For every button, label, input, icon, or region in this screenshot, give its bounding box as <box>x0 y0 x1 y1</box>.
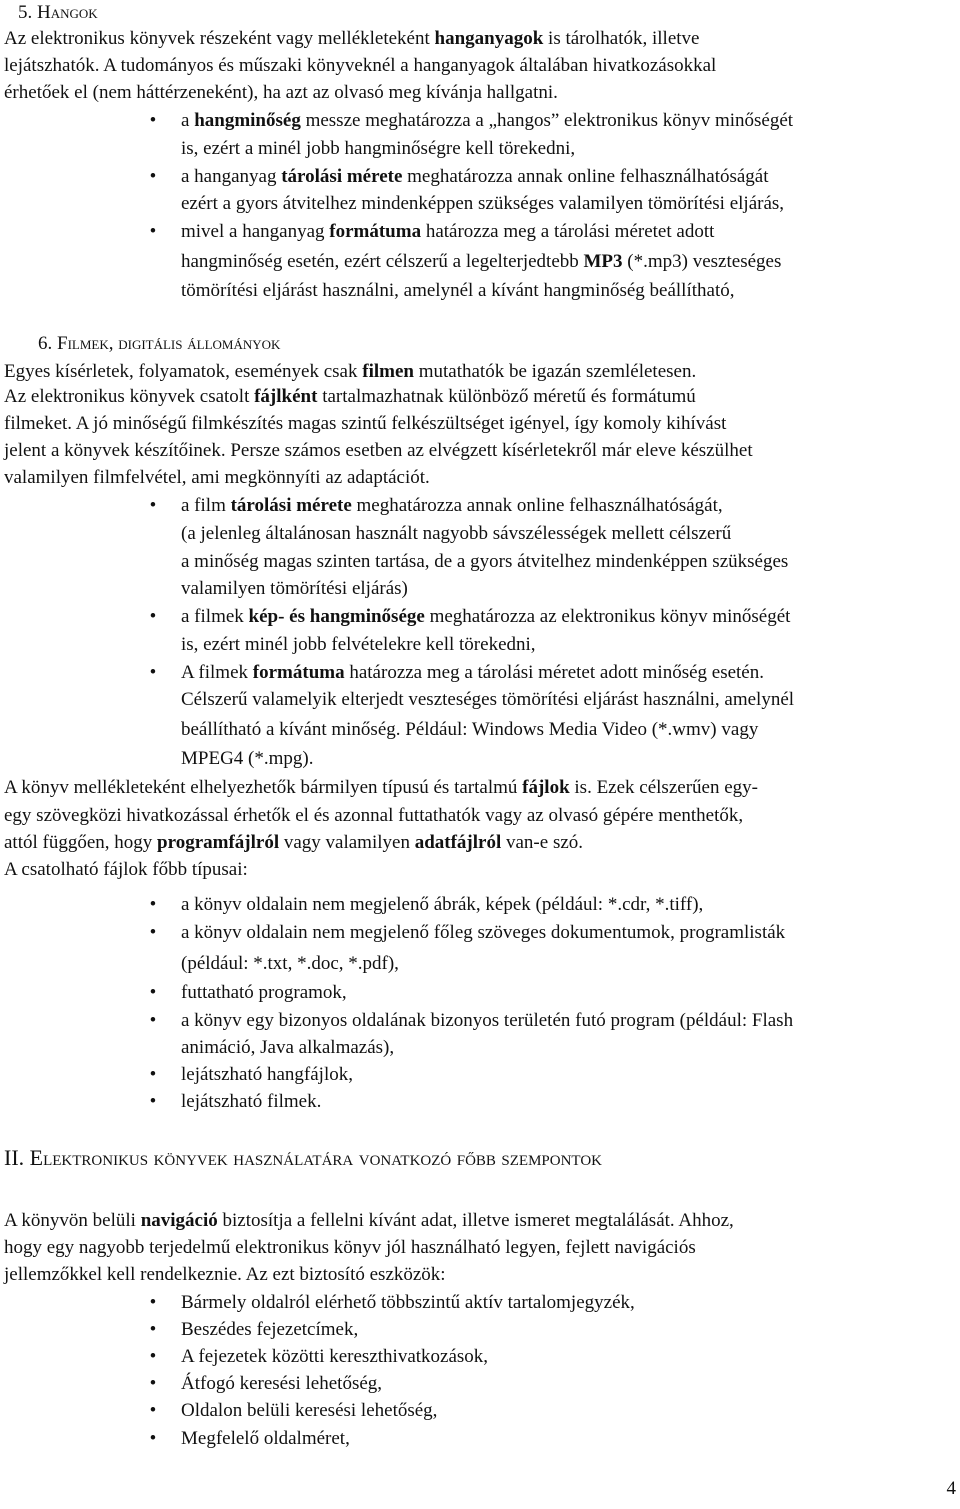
text-run: lejátszható hangfájlok, <box>181 1064 353 1085</box>
text-line <box>4 859 248 881</box>
bold-term: formátuma <box>252 662 345 683</box>
text-run: biztosítja a fellelni kívánt adat, illetve ismeret megtalálását. Ahhoz, <box>217 1210 734 1231</box>
text-run: tartalmazhatnak különböző méretű és formátumú <box>317 386 696 407</box>
text-line <box>4 361 696 383</box>
text-line <box>4 55 716 77</box>
text-run: (a jelenleg általánosan használt nagyobb sávszélességek mellett célszerű <box>181 523 732 544</box>
text-run: lejátszhatók. A tudományos és műszaki könyveknél a hanganyagok általában hivatkozásokkal <box>4 55 717 76</box>
text-run: jellemzőkkel kell rendelkeznie. Az ezt biztosító eszközök: <box>4 1264 446 1285</box>
text-run: hogy egy nagyobb terjedelmű elektronikus könyv jól használható legyen, fejlett navigációs <box>4 1237 696 1258</box>
bullet-icon: • <box>149 1064 157 1085</box>
text-line <box>181 578 408 600</box>
text-run: A csatolható fájlok főbb típusai: <box>4 859 248 880</box>
text-line <box>181 748 313 770</box>
bold-term: kép- és hangminősége <box>248 606 425 627</box>
text-run: lejátszható filmek. <box>181 1091 322 1112</box>
text-run: A könyv mellékleteként elhelyezhetők bármilyen típusú és tartalmú <box>4 777 523 798</box>
text-run: a könyv oldalain nem megjelenő főleg szöveges dokumentumok, programlisták <box>181 922 786 943</box>
text-line <box>4 805 743 827</box>
text-run: mutathatók be igazán szemléletesen. <box>413 361 697 382</box>
text-line <box>4 832 583 854</box>
bold-term: filmen <box>362 361 414 382</box>
text-line <box>181 193 784 215</box>
bold-term: tárolási mérete <box>281 166 403 187</box>
bullet-icon: • <box>149 1400 157 1421</box>
bullet-icon: • <box>149 606 157 627</box>
text-run: a hanganyag <box>181 166 282 187</box>
text-run: egy szövegközi hivatkozással érhetők el és azonnal futtathatók vagy az olvasó gépére menthetők, <box>4 805 744 826</box>
text-run: Megfelelő oldalméret, <box>181 1428 350 1449</box>
text-run: A fejezetek közötti kereszthivatkozások, <box>181 1346 489 1367</box>
text-run: valamilyen tömörítési eljárás) <box>181 578 408 599</box>
text-run: futtatható programok, <box>181 982 347 1003</box>
text-run: is, ezért minél jobb felvételekre kell törekedni, <box>181 634 536 655</box>
text-run: a minőség magas szinten tartása, de a gyors átvitelhez mindenképpen szükséges <box>181 551 789 572</box>
text-run: A filmek <box>181 662 253 683</box>
bullet-item-line <box>181 1292 635 1314</box>
text-run: (*.mp3) veszteséges <box>622 251 782 272</box>
text-run: valamilyen filmfelvétel, ami megkönnyíti az adaptációt. <box>4 467 430 488</box>
text-line <box>4 28 699 50</box>
text-run: 5. Hangok <box>18 2 98 23</box>
text-line <box>4 777 758 799</box>
bullet-item-line <box>181 495 723 517</box>
text-run: (például: *.txt, *.doc, *.pdf), <box>181 953 399 974</box>
text-run: Oldalon belüli keresési lehetőség, <box>181 1400 438 1421</box>
bullet-icon: • <box>149 110 157 131</box>
bullet-item-line <box>181 1319 358 1341</box>
text-run: A könyvön belüli <box>4 1210 141 1231</box>
bullet-icon: • <box>149 894 157 915</box>
text-run: ezért a gyors átvitelhez mindenképpen szükséges valamilyen tömörítési eljárás, <box>181 193 785 214</box>
bullet-icon: • <box>149 1346 157 1367</box>
text-run: II. Elektronikus könyvek használatára vonatkozó főbb szempontok <box>4 1145 602 1170</box>
section-heading <box>4 1147 602 1169</box>
text-run: is, ezért a minél jobb hangminőségre kell törekedni, <box>181 138 576 159</box>
bold-term: MP3 <box>583 251 623 272</box>
text-run: a <box>181 110 195 131</box>
bullet-icon: • <box>149 922 157 943</box>
section-heading <box>38 333 280 355</box>
text-line <box>4 467 430 489</box>
text-run: Célszerű valamelyik elterjedt veszteséges tömörítési eljárást használni, amelynél <box>181 689 795 710</box>
bullet-item-line <box>181 606 790 628</box>
bold-term: tárolási mérete <box>230 495 352 516</box>
text-line <box>181 1037 394 1059</box>
bullet-item-line <box>181 1400 437 1422</box>
bullet-icon: • <box>149 1010 157 1031</box>
text-run: határozza meg a tárolási méretet adott <box>421 221 715 242</box>
text-line <box>4 1237 696 1259</box>
bold-term: programfájlról <box>157 832 280 853</box>
bullet-icon: • <box>149 1319 157 1340</box>
text-run: is tárolhatók, illetve <box>543 28 700 49</box>
text-run: van-e szó. <box>501 832 584 853</box>
bullet-item-line <box>181 1428 350 1450</box>
text-run: a könyv oldalain nem megjelenő ábrák, képek (például: *.cdr, *.tiff), <box>181 894 704 915</box>
text-run: Az elektronikus könyvek részeként vagy mellékleteként <box>4 28 435 49</box>
bullet-item-line <box>181 894 703 916</box>
text-line <box>181 634 536 656</box>
text-line <box>4 440 753 462</box>
bold-term: hangminőség <box>194 110 301 131</box>
text-run: meghatározza annak online felhasználhatóságát <box>402 166 769 187</box>
bullet-item-line <box>181 662 764 684</box>
bullet-item-line <box>181 166 769 188</box>
text-run: Beszédes fejezetcímek, <box>181 1319 359 1340</box>
bold-term: adatfájlról <box>414 832 502 853</box>
bold-term: formátuma <box>329 221 422 242</box>
bullet-item-line <box>181 1064 353 1086</box>
text-line <box>181 689 794 711</box>
text-run: tömörítési eljárást használni, amelynél a kívánt hangminőség beállítható, <box>181 280 735 301</box>
text-run: Egyes kísérletek, folyamatok, események csak <box>4 361 363 382</box>
text-run: a filmek <box>181 606 249 627</box>
text-line <box>181 251 781 273</box>
text-run: is. Ezek célszerűen egy- <box>569 777 758 798</box>
text-line <box>4 1210 734 1232</box>
bullet-item-line <box>181 221 714 243</box>
text-run: Az elektronikus könyvek csatolt <box>4 386 255 407</box>
text-run: attól függően, hogy <box>4 832 158 853</box>
text-line <box>181 953 399 975</box>
text-line <box>181 280 734 302</box>
text-run: 6. Filmek, digitális állományok <box>38 333 281 354</box>
bold-term: fájlok <box>522 777 570 798</box>
bullet-item-line <box>181 1010 793 1032</box>
bold-term: navigáció <box>140 1210 218 1231</box>
text-run: animáció, Java alkalmazás), <box>181 1037 395 1058</box>
bullet-icon: • <box>149 1091 157 1112</box>
bold-term: fájlként <box>254 386 318 407</box>
bullet-icon: • <box>149 166 157 187</box>
text-line <box>181 551 788 573</box>
bullet-icon: • <box>149 662 157 683</box>
bold-term: hanganyagok <box>434 28 544 49</box>
text-run: a könyv egy bizonyos oldalának bizonyos területén futó program (például: Flash <box>181 1010 794 1031</box>
text-line <box>181 719 758 741</box>
bullet-icon: • <box>149 1428 157 1449</box>
text-run: mivel a hanganyag <box>181 221 330 242</box>
text-run: meghatározza annak online felhasználhatóságát, <box>351 495 723 516</box>
bullet-item-line <box>181 110 793 132</box>
text-run: érhetőek el (nem háttérzeneként), ha azt az olvasó meg kívánja hallgatni. <box>4 82 558 103</box>
bullet-item-line <box>181 1373 382 1395</box>
text-run: filmeket. A jó minőségű filmkészítés magas szintű felkészültséget igényel, így komoly kihívást <box>4 413 727 434</box>
text-run: MPEG4 (*.mpg). <box>181 748 314 769</box>
bullet-icon: • <box>149 495 157 516</box>
text-run: beállítható a kívánt minőség. Például: Windows Media Video (*.wmv) vagy <box>181 719 759 740</box>
text-run: határozza meg a tárolási méretet adott minőség esetén. <box>344 662 764 683</box>
text-line <box>4 82 558 104</box>
bullet-item-line <box>181 922 785 944</box>
bullet-item-line <box>181 982 347 1004</box>
text-line <box>4 386 696 408</box>
text-run: Bármely oldalról elérhető többszintű aktív tartalomjegyzék, <box>181 1292 635 1313</box>
text-run: hangminőség esetén, ezért célszerű a legelterjedtebb <box>181 251 584 272</box>
text-run: Átfogó keresési lehetőség, <box>181 1373 383 1394</box>
bullet-icon: • <box>149 1292 157 1313</box>
text-line <box>181 523 731 545</box>
page-number: 4 <box>946 1478 956 1499</box>
bullet-icon: • <box>149 221 157 242</box>
text-line <box>4 1264 446 1286</box>
text-run: messze meghatározza a „hangos” elektronikus könyv minőségét <box>300 110 794 131</box>
text-run: vagy valamilyen <box>279 832 415 853</box>
bullet-icon: • <box>149 1373 157 1394</box>
bullet-item-line <box>181 1091 321 1113</box>
text-line <box>181 138 575 160</box>
text-run: meghatározza az elektronikus könyv minőségét <box>424 606 791 627</box>
text-run: a film <box>181 495 231 516</box>
bullet-item-line <box>181 1346 488 1368</box>
bullet-icon: • <box>149 982 157 1003</box>
section-heading <box>18 2 98 24</box>
text-run: jelent a könyvek készítőinek. Persze számos esetben az elvégzett kísérletekről már eleve készülhet <box>4 440 753 461</box>
text-line <box>4 413 726 435</box>
